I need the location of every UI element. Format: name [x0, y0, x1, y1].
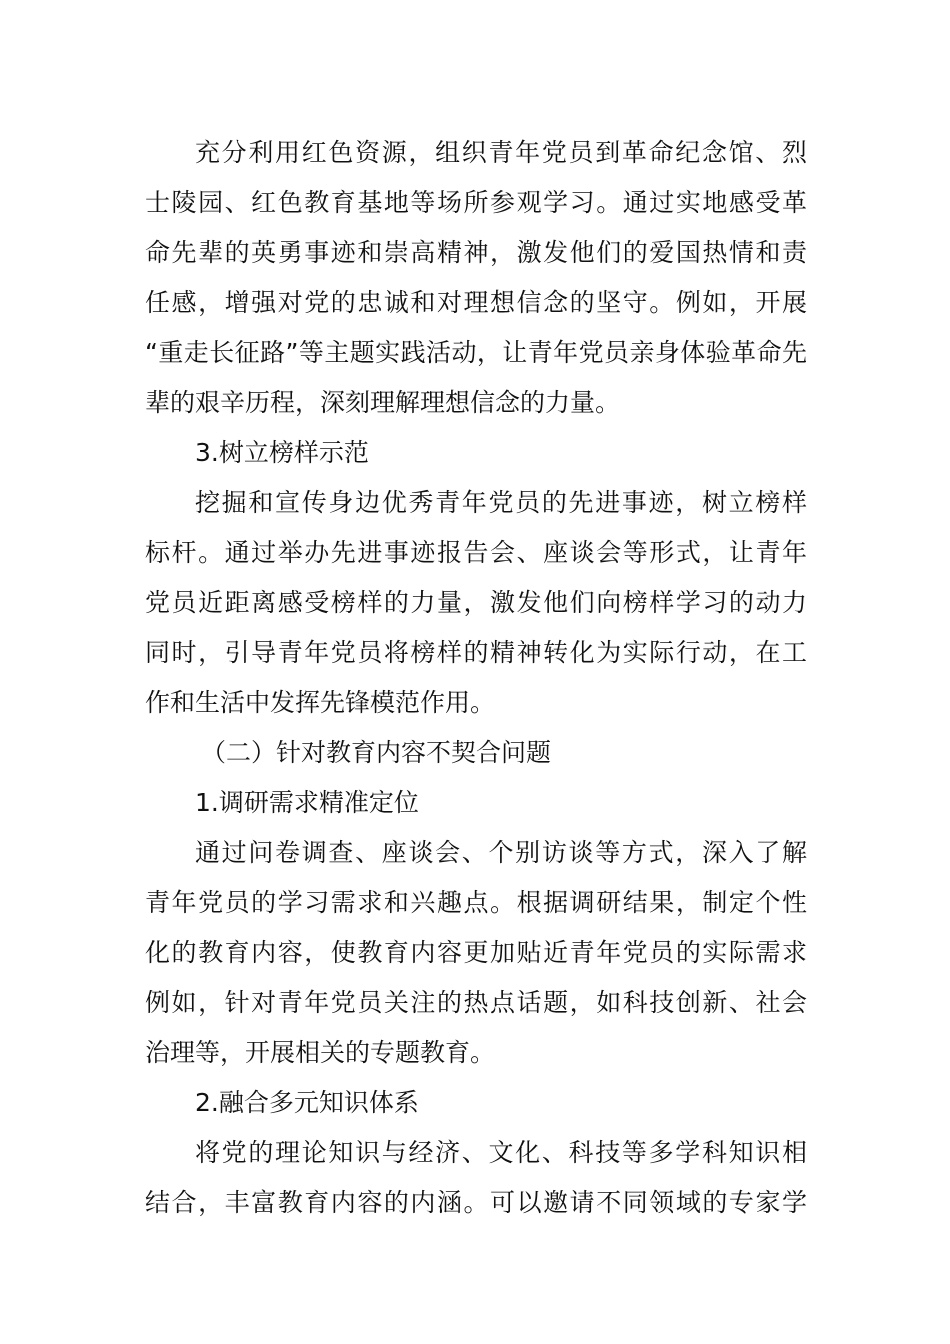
- paragraph-line: 同时，引导青年党员将榜样的精神转化为实际行动，在工: [145, 638, 807, 667]
- paragraph-line: 治理等，开展相关的专题教育。: [145, 1038, 496, 1067]
- paragraph-line: 命先辈的英勇事迹和崇高精神，激发他们的爱国热情和责: [145, 238, 807, 267]
- paragraph-line: 任感，增强对党的忠诚和对理想信念的坚守。例如，开展: [145, 288, 807, 317]
- paragraph-line: 士陵园、红色教育基地等场所参观学习。通过实地感受革: [145, 188, 807, 217]
- paragraph-line: “重走长征路”等主题实践活动，让青年党员亲身体验革命先: [145, 338, 807, 367]
- section-heading: 1.调研需求精准定位: [195, 788, 419, 817]
- paragraph-line: 标杆。通过举办先进事迹报告会、座谈会等形式，让青年: [145, 538, 807, 567]
- paragraph-line: 党员近距离感受榜样的力量，激发他们向榜样学习的动力: [145, 588, 807, 617]
- paragraph-line: 辈的艰辛历程，深刻理解理想信念的力量。: [145, 388, 621, 417]
- paragraph-line: 结合，丰富教育内容的内涵。可以邀请不同领域的专家学: [145, 1188, 807, 1217]
- paragraph-line: 通过问卷调查、座谈会、个别访谈等方式，深入了解: [195, 838, 807, 867]
- paragraph-line: 青年党员的学习需求和兴趣点。根据调研结果，制定个性: [145, 888, 807, 917]
- subsection-heading: （二）针对教育内容不契合问题: [201, 738, 552, 767]
- paragraph-line: 例如，针对青年党员关注的热点话题，如科技创新、社会: [145, 988, 807, 1017]
- paragraph-line: 挖掘和宣传身边优秀青年党员的先进事迹，树立榜样: [195, 488, 807, 517]
- paragraph-line: 将党的理论知识与经济、文化、科技等多学科知识相: [195, 1138, 807, 1167]
- section-heading: 2.融合多元知识体系: [195, 1088, 419, 1117]
- section-heading: 3.树立榜样示范: [195, 438, 369, 467]
- paragraph-line: 充分利用红色资源，组织青年党员到革命纪念馆、烈: [195, 138, 807, 167]
- paragraph-line: 化的教育内容，使教育内容更加贴近青年党员的实际需求: [145, 938, 807, 967]
- document-body: [145, 128, 807, 1228]
- paragraph-line: 作和生活中发挥先锋模范作用。: [145, 688, 496, 717]
